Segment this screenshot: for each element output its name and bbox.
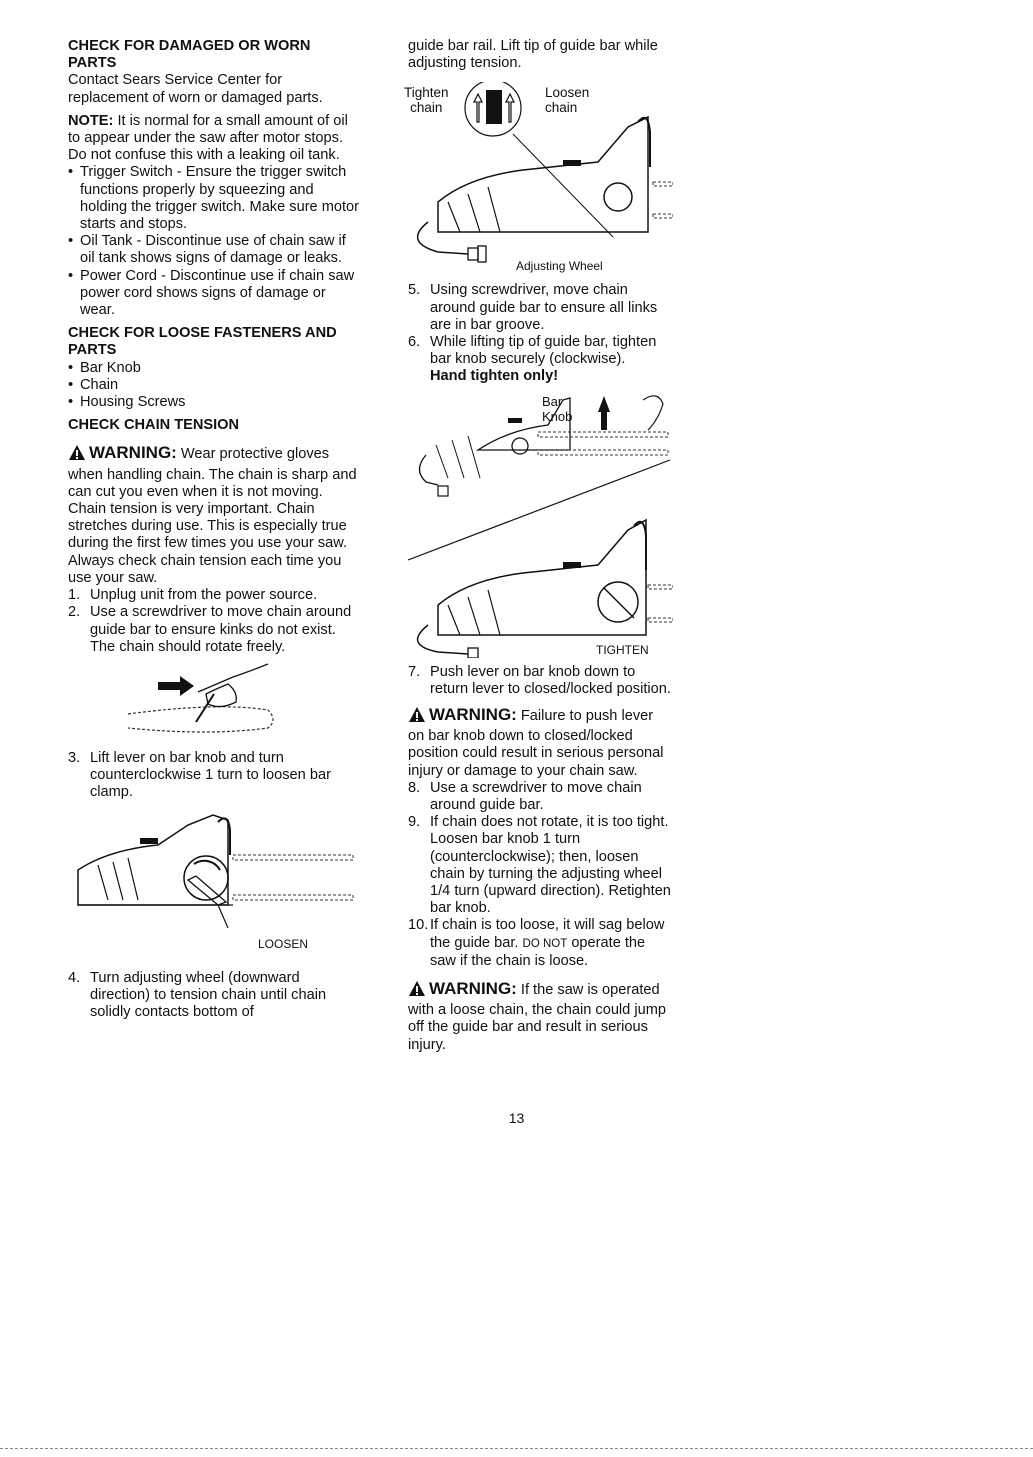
list-item: • Chain [68,376,119,393]
left-column [68,38,360,1021]
adjusting-wheel-caption: Adjusting Wheel [516,259,603,274]
warning-text: Wear protective gloves when handling chain. The chain is sharp and can cut you even when it is not moving. [68,446,357,500]
warning-gloves [68,444,360,501]
bar-knob-label: Bar Knob [542,393,573,424]
tighten-chain-label: Tighten chain [404,85,449,116]
item-housing-screws: Housing Screws [80,394,186,411]
step-6: 6. While lifting tip of guide bar, tighten bar knob securely (clockwise). [408,334,657,368]
warning-lever [408,706,673,780]
step-1: 1. Unplug unit from the power source. [68,587,318,604]
step-5: 5. Using screwdriver, move chain around guide bar to ensure all links are in bar groove. [408,282,658,333]
bullet-power-cord: Power Cord - Discontinue use if chain saw power cord shows signs of damage or wear. [80,267,355,319]
damaged-parts-text: Contact Sears Service Center for replacement of worn or damaged parts. [68,72,323,106]
adjusting-wheel-illustration [404,82,673,282]
note-paragraph [68,113,360,165]
step-3: 3. Lift lever on bar knob and turn counterclockwise 1 turn to loosen bar clamp. [68,749,331,801]
list-item: • Trigger Switch - Ensure the trigger switch functions properly by squeezing and holding the trigger switch. Make sure motor starts and stops. [68,164,360,233]
step-4: 4. Turn adjusting wheel (downward direction) to tension chain until chain solidly contacts bottom of [68,969,327,1020]
heading-chain-tension: CHECK CHAIN TENSION [68,417,240,434]
step-8: 8. Use a screwdriver to move chain around guide bar. [408,779,642,814]
note-text: It is normal for a small amount of oil to appear under the saw after motor stops. Do not confuse this with a leaking oil tank. [68,112,348,164]
hand-tighten-note: Hand tighten only! [430,368,559,385]
bar-knob-illustration [408,390,673,658]
step-2: 2. Use a screwdriver to move chain around guide bar to ensure kinks do not exist. The chain should rotate freely. [68,604,352,655]
tighten-caption: TIGHTEN [596,642,649,657]
step-9: 9. If chain does not rotate, it is too tight. Loosen bar knob 1 turn (counterclockwise); then, loosen chain by turning the adjusting wheel 1/4 turn (upward direction). Retighten bar knob. [408,814,671,917]
list-item: • Bar Knob [68,359,141,376]
step-10: 10. If chain is too loose, it will sag below the guide bar. DO NOT operate the saw if the chain is loose. [408,917,665,969]
loosen-caption: LOOSEN [258,936,309,951]
item-chain: Chain [80,376,119,393]
warning-label: WARNING: [429,979,517,999]
note-label: NOTE: [68,112,114,129]
chain-rotate-illustration [68,662,360,750]
warning-text: If the saw is operated with a loose chain, the chain could jump off the guide bar and result in serious injury. [408,982,666,1053]
heading-damaged-parts: CHECK FOR DAMAGED OR WORN PARTS [68,38,311,72]
warning-triangle-icon [408,980,426,1002]
warning-triangle-icon [408,706,426,728]
item-bar-knob: Bar Knob [80,359,141,376]
list-item: • Power Cord - Discontinue use if chain saw power cord shows signs of damage or wear. [68,268,360,320]
tension-text: Chain tension is very important. Chain stretches during use. This is especially true during the first few times you use your saw. Always check chain tension each time you use your saw. [68,501,348,586]
right-column [404,38,673,1054]
step-7: 7. Push lever on bar knob down to return lever to closed/locked position. [408,663,671,697]
bullet-trigger-switch: Trigger Switch - Ensure the trigger switch functions properly by squeezing and holding the trigger switch. Make sure motor starts and stops. [80,164,360,233]
loosen-chain-label: Loosen chain [545,85,590,116]
warning-text: Failure to push lever on bar knob down to closed/locked position could result in serious personal injury or damage to your chain saw. [408,708,664,779]
loosen-illustration [68,810,360,970]
page-number: 13 [508,1110,525,1126]
heading-loose-fasteners: CHECK FOR LOOSE FASTENERS AND PARTS [68,325,337,359]
bullet-oil-tank: Oil Tank - Discontinue use of chain saw if oil tank shows signs of damage or leaks. [80,233,346,267]
footer-rule [0,1448,1033,1449]
warning-loose-chain [408,980,673,1054]
list-item: • Housing Screws [68,394,186,411]
continued-text: guide bar rail. Lift tip of guide bar while adjusting tension. [408,38,658,72]
warning-label: WARNING: [89,443,177,463]
warning-triangle-icon [68,444,86,466]
list-item: • Oil Tank - Discontinue use of chain saw if oil tank shows signs of damage or leaks. [68,233,360,267]
warning-label: WARNING: [429,705,517,725]
